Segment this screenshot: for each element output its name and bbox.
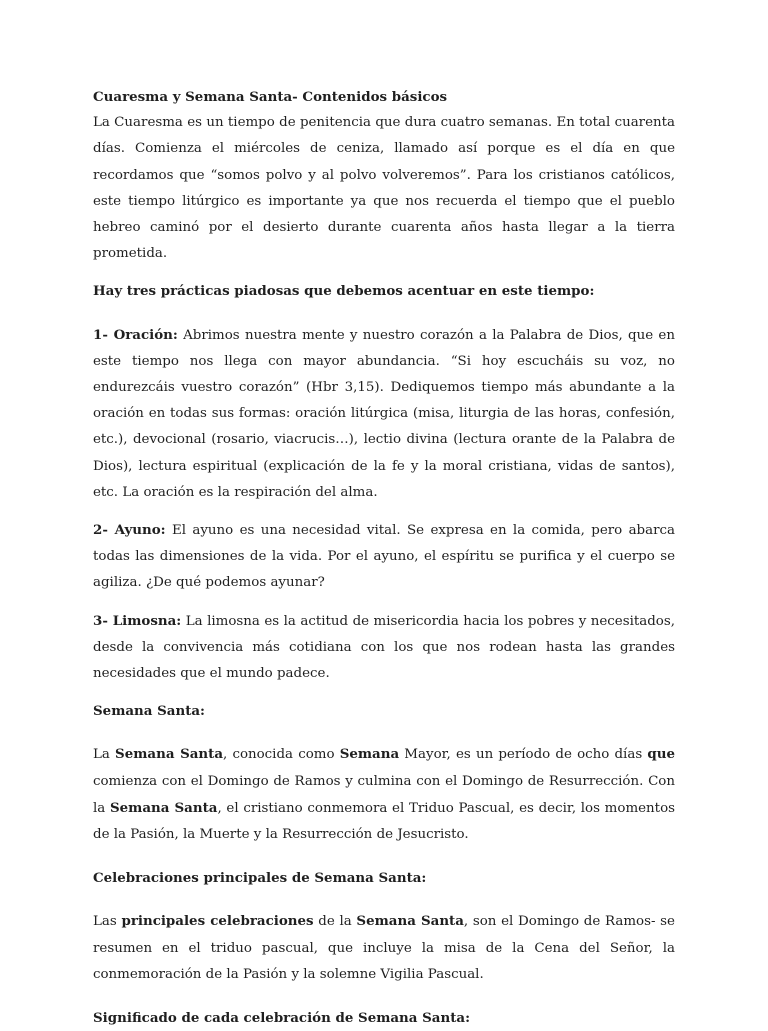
- ayuno-text: El ayuno es una necesidad vital. Se expresa en la comida, pero abarca todas las dimensiones de la vida. Por el ayuno, el espíritu se purifica y el cuerpo se agiliza. ¿De qué podemos ayunar?: [93, 523, 675, 591]
- semana-text-3: Mayor, es un período de ocho días: [399, 747, 648, 763]
- practices-heading: Hay tres prácticas piadosas que debemos acentuar en este tiempo:: [93, 283, 595, 300]
- semana-bold-3: que: [647, 746, 675, 763]
- oracion-paragraph: [93, 322, 675, 506]
- oracion-label: 1- Oración:: [93, 326, 178, 343]
- celebraciones-paragraph: [93, 908, 675, 988]
- limosna-text: La limosna es la actitud de misericordia hacia los pobres y necesitados, desde la convivencia más cotidiana con los que nos rodean hasta las grandes necesidades que el mundo padece.: [93, 613, 675, 682]
- semana-bold-4: Semana Santa: [109, 799, 218, 816]
- semana-text-2: , conocida como: [223, 747, 340, 763]
- celebraciones-bold-1: principales celebraciones: [121, 913, 314, 930]
- semana-text-4: comienza con el Domingo de Ramos y culmina con el Domingo de Resurrección. Con la: [93, 773, 675, 816]
- ayuno-label: 2- Ayuno:: [93, 522, 166, 539]
- celebraciones-heading: Celebraciones principales de Semana Santa:: [93, 870, 427, 887]
- celebraciones-text-2: de la: [313, 914, 357, 930]
- celebraciones-text-1: Las: [93, 914, 122, 930]
- limosna-paragraph: [93, 608, 675, 688]
- semana-santa-paragraph: [93, 741, 675, 848]
- semana-text-5: , el cristiano conmemora el Triduo Pascual, es decir, los momentos de la Pasión, la Muerte y la Resurrección de Jesucristo.: [93, 800, 675, 843]
- celebraciones-bold-2: Semana Santa: [356, 913, 464, 930]
- document-title: Cuaresma y Semana Santa- Contenidos básicos: [93, 89, 448, 105]
- semana-text-1: La: [93, 747, 116, 763]
- significado-heading: Significado de cada celebración de Semana Santa:: [93, 1010, 471, 1027]
- semana-bold-1: Semana Santa: [115, 746, 224, 763]
- oracion-text: Abrimos nuestra mente y nuestro corazón a la Palabra de Dios, que en este tiempo nos llega con mayor abundancia. “Si hoy escucháis su voz, no endurezcáis vuestro corazón” (Hbr 3,15). Dediquemos tiempo más abundante a la oración en todas sus formas: oración litúrgica (misa, liturgia de las horas, confesión, etc.), devocional (rosario, viacrucis…), lectio divina (lectura orante de la Palabra de Dios), lectura espiritual (explicación de la fe y la moral cristiana, vidas de santos), etc. La oración es la respiración del alma.: [93, 327, 675, 500]
- semana-bold-2: Semana: [339, 746, 400, 763]
- intro-paragraph: La Cuaresma es un tiempo de penitencia que dura cuatro semanas. En total cuarenta días. Comienza el miércoles de ceniza, llamado así porque es el día en que recordamos que “somos polvo y al polvo volveremos”. Para los cristianos católicos, este tiempo litúrgico es importante ya que nos recuerda el tiempo que el pueblo hebreo caminó por el desierto durante cuarenta años hasta llegar a la tierra prometida.: [93, 115, 675, 262]
- semana-santa-heading: Semana Santa:: [93, 703, 205, 720]
- ayuno-paragraph: [93, 517, 675, 597]
- limosna-label: 3- Limosna:: [93, 612, 182, 629]
- celebraciones-text-3: , son el Domingo de Ramos- se resumen en el triduo pascual, que incluye la misa de la Cena del Señor, la conmemoración de la Pasión y la solemne Vigilia Pascual.: [93, 914, 675, 982]
